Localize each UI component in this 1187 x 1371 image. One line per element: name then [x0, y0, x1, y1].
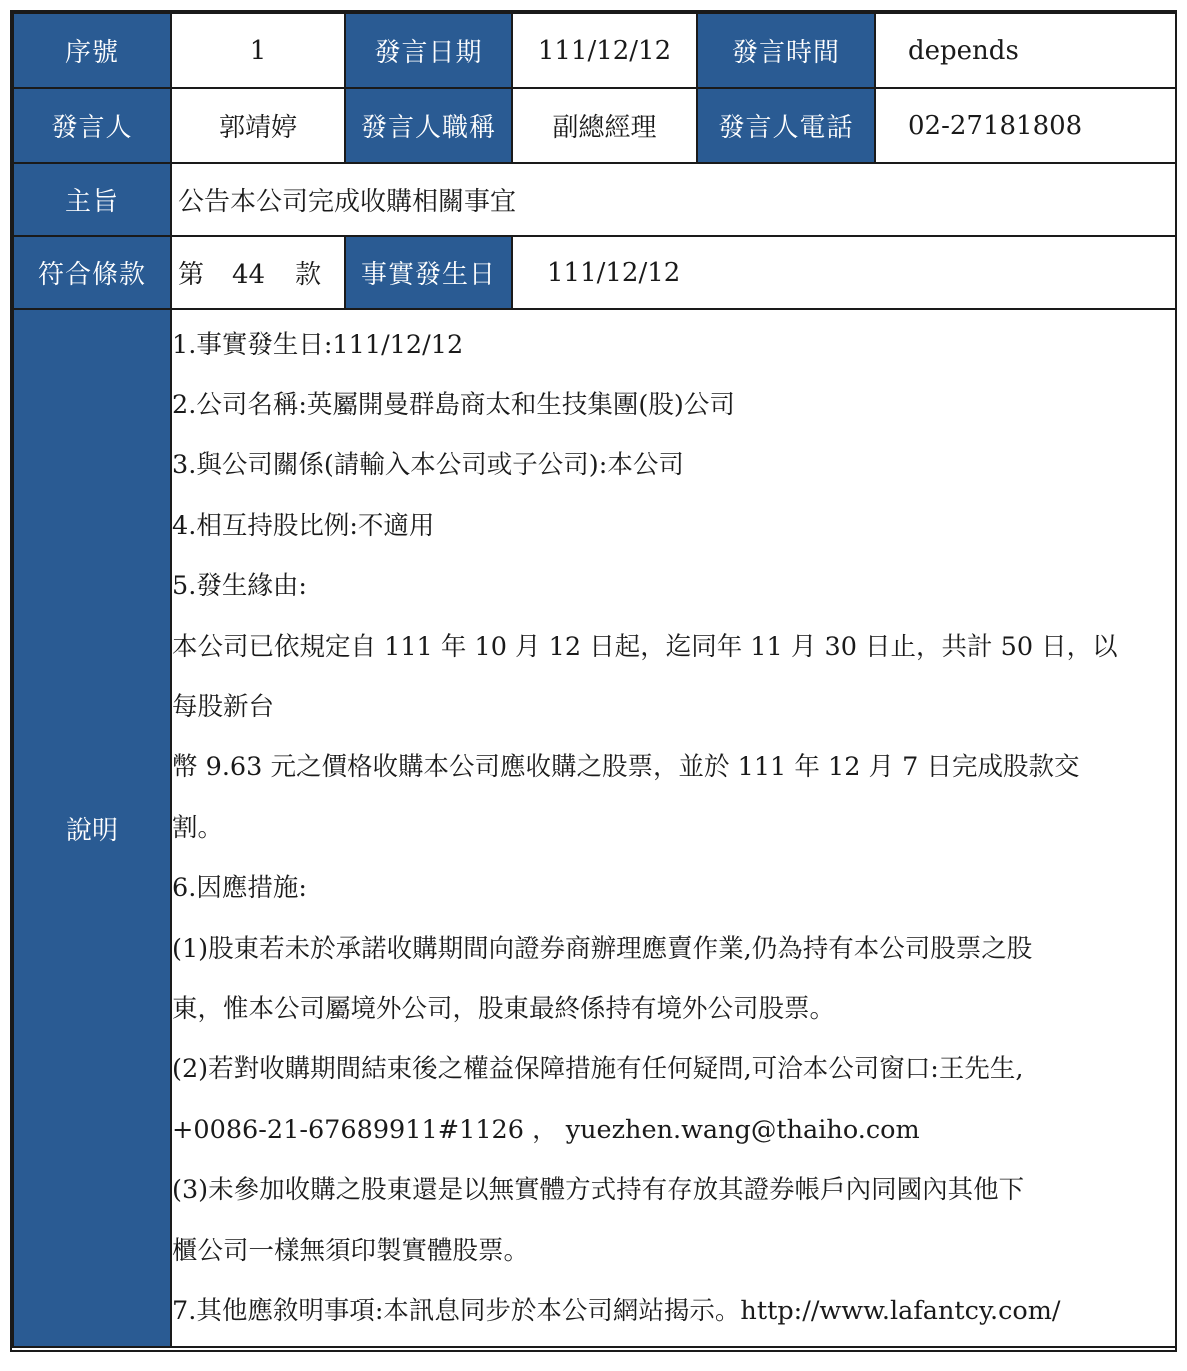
clause-value — [171, 236, 345, 309]
speaker-title-label: 發言人職稱 — [345, 88, 512, 163]
description-line: (1)股東若未於承諾收購期間向證券商辦理應賣作業,仍為持有本公司股票之股 — [172, 933, 1033, 964]
description-line: 5.發生緣由: — [172, 571, 307, 602]
description-line: 每股新台 — [172, 691, 275, 722]
speaker-row — [13, 88, 1176, 163]
description-line: 6.因應措施: — [172, 873, 307, 904]
serial-value: 1 — [171, 13, 345, 88]
date-label: 發言日期 — [345, 13, 512, 88]
subject-row — [13, 163, 1176, 236]
description-row — [13, 309, 1176, 1347]
clause-label: 符合條款 — [13, 236, 171, 309]
description-line: 割。 — [172, 812, 224, 843]
description-line: (2)若對收購期間結束後之權益保障措施有任何疑問,可洽本公司窗口:王先生, — [172, 1054, 1024, 1085]
speaker-phone-label: 發言人電話 — [697, 88, 875, 163]
time-value: depends — [875, 13, 1176, 88]
date-value: 111/12/12 — [512, 13, 697, 88]
description-line: 本公司已依規定自 111 年 10 月 12 日起，迄同年 11 月 30 日止，共計 50 日，以 — [172, 631, 1118, 662]
description-line: 東，惟本公司屬境外公司，股東最終係持有境外公司股票。 — [172, 994, 836, 1025]
fact-date-value: 111/12/12 — [512, 236, 1176, 309]
description-line: 4.相互持股比例:不適用 — [172, 510, 435, 541]
speaker-phone-value: 02-27181808 — [875, 88, 1176, 163]
description-line: 3.與公司關係(請輸入本公司或子公司):本公司 — [172, 450, 684, 481]
time-label: 發言時間 — [697, 13, 875, 88]
description-line: 7.其他應敘明事項:本訊息同步於本公司網站揭示。http://www.lafantcy.com/ — [172, 1296, 1061, 1327]
description-body — [171, 309, 1176, 1347]
clause-prefix: 第 — [178, 260, 205, 290]
description-label: 說明 — [13, 309, 171, 1347]
description-line: (3)未參加收購之股東還是以無實體方式持有存放其證券帳戶內同國內其他下 — [172, 1175, 1025, 1206]
description-line: 櫃公司一樣無須印製實體股票。 — [172, 1235, 530, 1266]
speaker-name-value: 郭靖婷 — [171, 88, 345, 163]
description-line: +0086-21-67689911#1126 ， yuezhen.wang@thaiho.com — [172, 1114, 920, 1145]
clause-suffix: 款 — [295, 260, 322, 290]
fact-date-label: 事實發生日 — [345, 236, 512, 309]
header-row — [13, 13, 1176, 88]
speaker-name-label: 發言人 — [13, 88, 171, 163]
clause-row — [13, 236, 1176, 309]
description-line: 幣 9.63 元之價格收購本公司應收購之股票，並於 111 年 12 月 7 日完成股款交 — [172, 752, 1080, 783]
description-line: 2.公司名稱:英屬開曼群島商太和生技集團(股)公司 — [172, 389, 735, 420]
subject-value: 公告本公司完成收購相關事宜 — [171, 163, 1176, 236]
clause-number: 44 — [232, 260, 266, 290]
serial-label: 序號 — [13, 13, 171, 88]
speaker-title-value: 副總經理 — [512, 88, 697, 163]
announcement-form — [10, 10, 1177, 1352]
subject-label: 主旨 — [13, 163, 171, 236]
description-line: 1.事實發生日:111/12/12 — [172, 329, 464, 360]
announcement-table — [12, 12, 1177, 1348]
